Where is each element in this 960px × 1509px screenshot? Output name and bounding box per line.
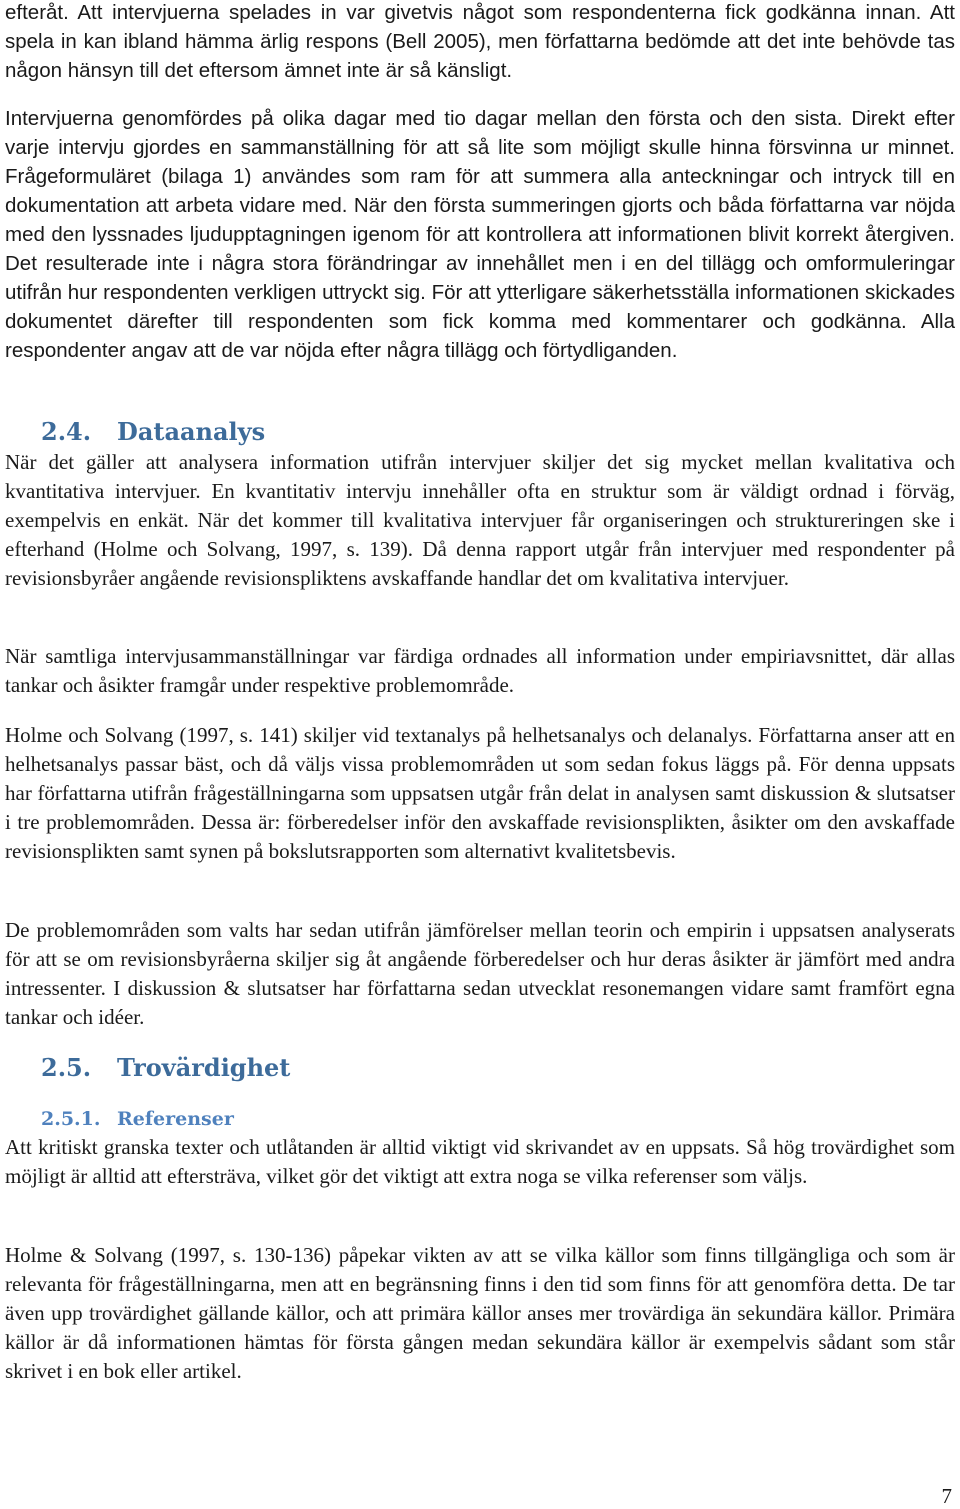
paragraph-empirical-section: När samtliga intervjusammanställningar var färdiga ordnades all information under empiriavsnittet, där allas tankar och åsikter framgår under respektive problemområde. [5,644,955,697]
paragraph-qualitative-quantitative: När det gäller att analysera information utifrån intervjuer skiljer det sig mycket mellan kvalitativa och kvantitativa intervjuer. En kvantitativ intervju innehåller ofta en struktur som är väldigt ordnad i förväg, exempelvis en enkät. När det kommer till kvalitativa intervjuer får organiseringen och struktureringen ske i efterhand (Holme och Solvang, 1997, s. 139). Då denna rapport utgår från intervjuer med respondenter på revisionsbyråer angående revisionspliktens avskaffande handlar det om kvalitativa intervjuer. [5,450,955,590]
page-number: 7 [941,1484,952,1508]
heading-dataanalys [5,417,265,447]
heading-trovardighet [5,1053,290,1083]
heading-number: 2.4. [41,417,92,446]
heading-title: Referenser [117,1108,234,1130]
heading-number: 2.5.1. [41,1108,101,1130]
paragraph-text-analysis: Holme och Solvang (1997, s. 141) skiljer vid textanalys på helhetsanalys och delanalys. Författarna anser att en helhetsanalys passar bäst, och då väljs vissa problemområden ut som sedan fokus läggs på. För denna uppsats har författarna utifrån frågeställningarna som uppsatsen utgår från delat in analysen samt diskussion & slutsatser i tre problemområden. Dessa är: förberedelser inför den avskaffade revisionsplikten, åsikter om den avskaffade revisionsplikten samt synen på bokslutsrapporten som alternativt kvalitetsbevis. [5,723,955,863]
paragraph-problem-areas: De problemområden som valts har sedan utifrån jämförelser mellan teorin och empirin i uppsatsen analyserats för att se om revisionsbyråerna skiljer sig åt angående förberedelser och hur deras åsikter är jämfört med andra intressenter. I diskussion & slutsatser har författarna sedan utvecklat resonemangen vidare samt framfört egna tankar och idéer. [5,918,955,1029]
paragraph-sources: Holme & Solvang (1997, s. 130-136) påpekar vikten av att se vilka källor som finns tillgängliga och som är relevanta för frågeställningarna, men att en begränsning finns i den tid som finns för att genomföra detta. De tar även upp trovärdighet gällande källor, och att primära källor anses mer trovärdiga än sekundära källor. Primära källor är då informationen hämtas för första gången medan sekundära källor är exempelvis sådant som står skrivet i en bok eller artikel. [5,1243,955,1383]
paragraph-interview-recording: efteråt. Att intervjuerna spelades in var givetvis något som respondenterna fick godkänna innan. Att spela in kan ibland hämma ärlig respons (Bell 2005), men författarna bedömde att det inte behövde tas någon hänsyn till det eftersom ämnet inte är så känsligt. [5,1,955,82]
paragraph-critical-review: Att kritiskt granska texter och utlåtanden är alltid viktigt vid skrivandet av en uppsats. Så hög trovärdighet som möjligt är alltid att eftersträva, vilket gör det viktigt att extra noga se vilka referenser som väljs. [5,1135,955,1188]
heading-title: Dataanalys [117,417,266,446]
heading-title: Trovärdighet [117,1053,291,1082]
heading-referenser [5,1107,234,1131]
paragraph-interview-summary: Intervjuerna genomfördes på olika dagar med tio dagar mellan den första och den sista. Direkt efter varje intervju gjordes en sammanställning för att så lite som möjligt skulle hinna försvinna ur minnet. Frågeformuläret (bilaga 1) användes som ram för att summera alla anteckningar och intryck till en dokumentation att arbeta vidare med. När den första summeringen gjorts och båda författarna var nöjda med den lyssnades ljudupptagningen igenom för att kontrollera att informationen blivit korrekt återgiven. Det resulterade inte i några stora förändringar av innehållet men i en del tillägg och omformuleringar utifrån hur respondenten verkligen uttryckt sig. För att ytterligare säkerhetsställa informationen skickades dokumentet därefter till respondenten som fick komma med kommentarer och godkänna. Alla respondenter angav att de var nöjda efter några tillägg och förtydliganden. [5,107,955,362]
heading-number: 2.5. [41,1053,92,1082]
